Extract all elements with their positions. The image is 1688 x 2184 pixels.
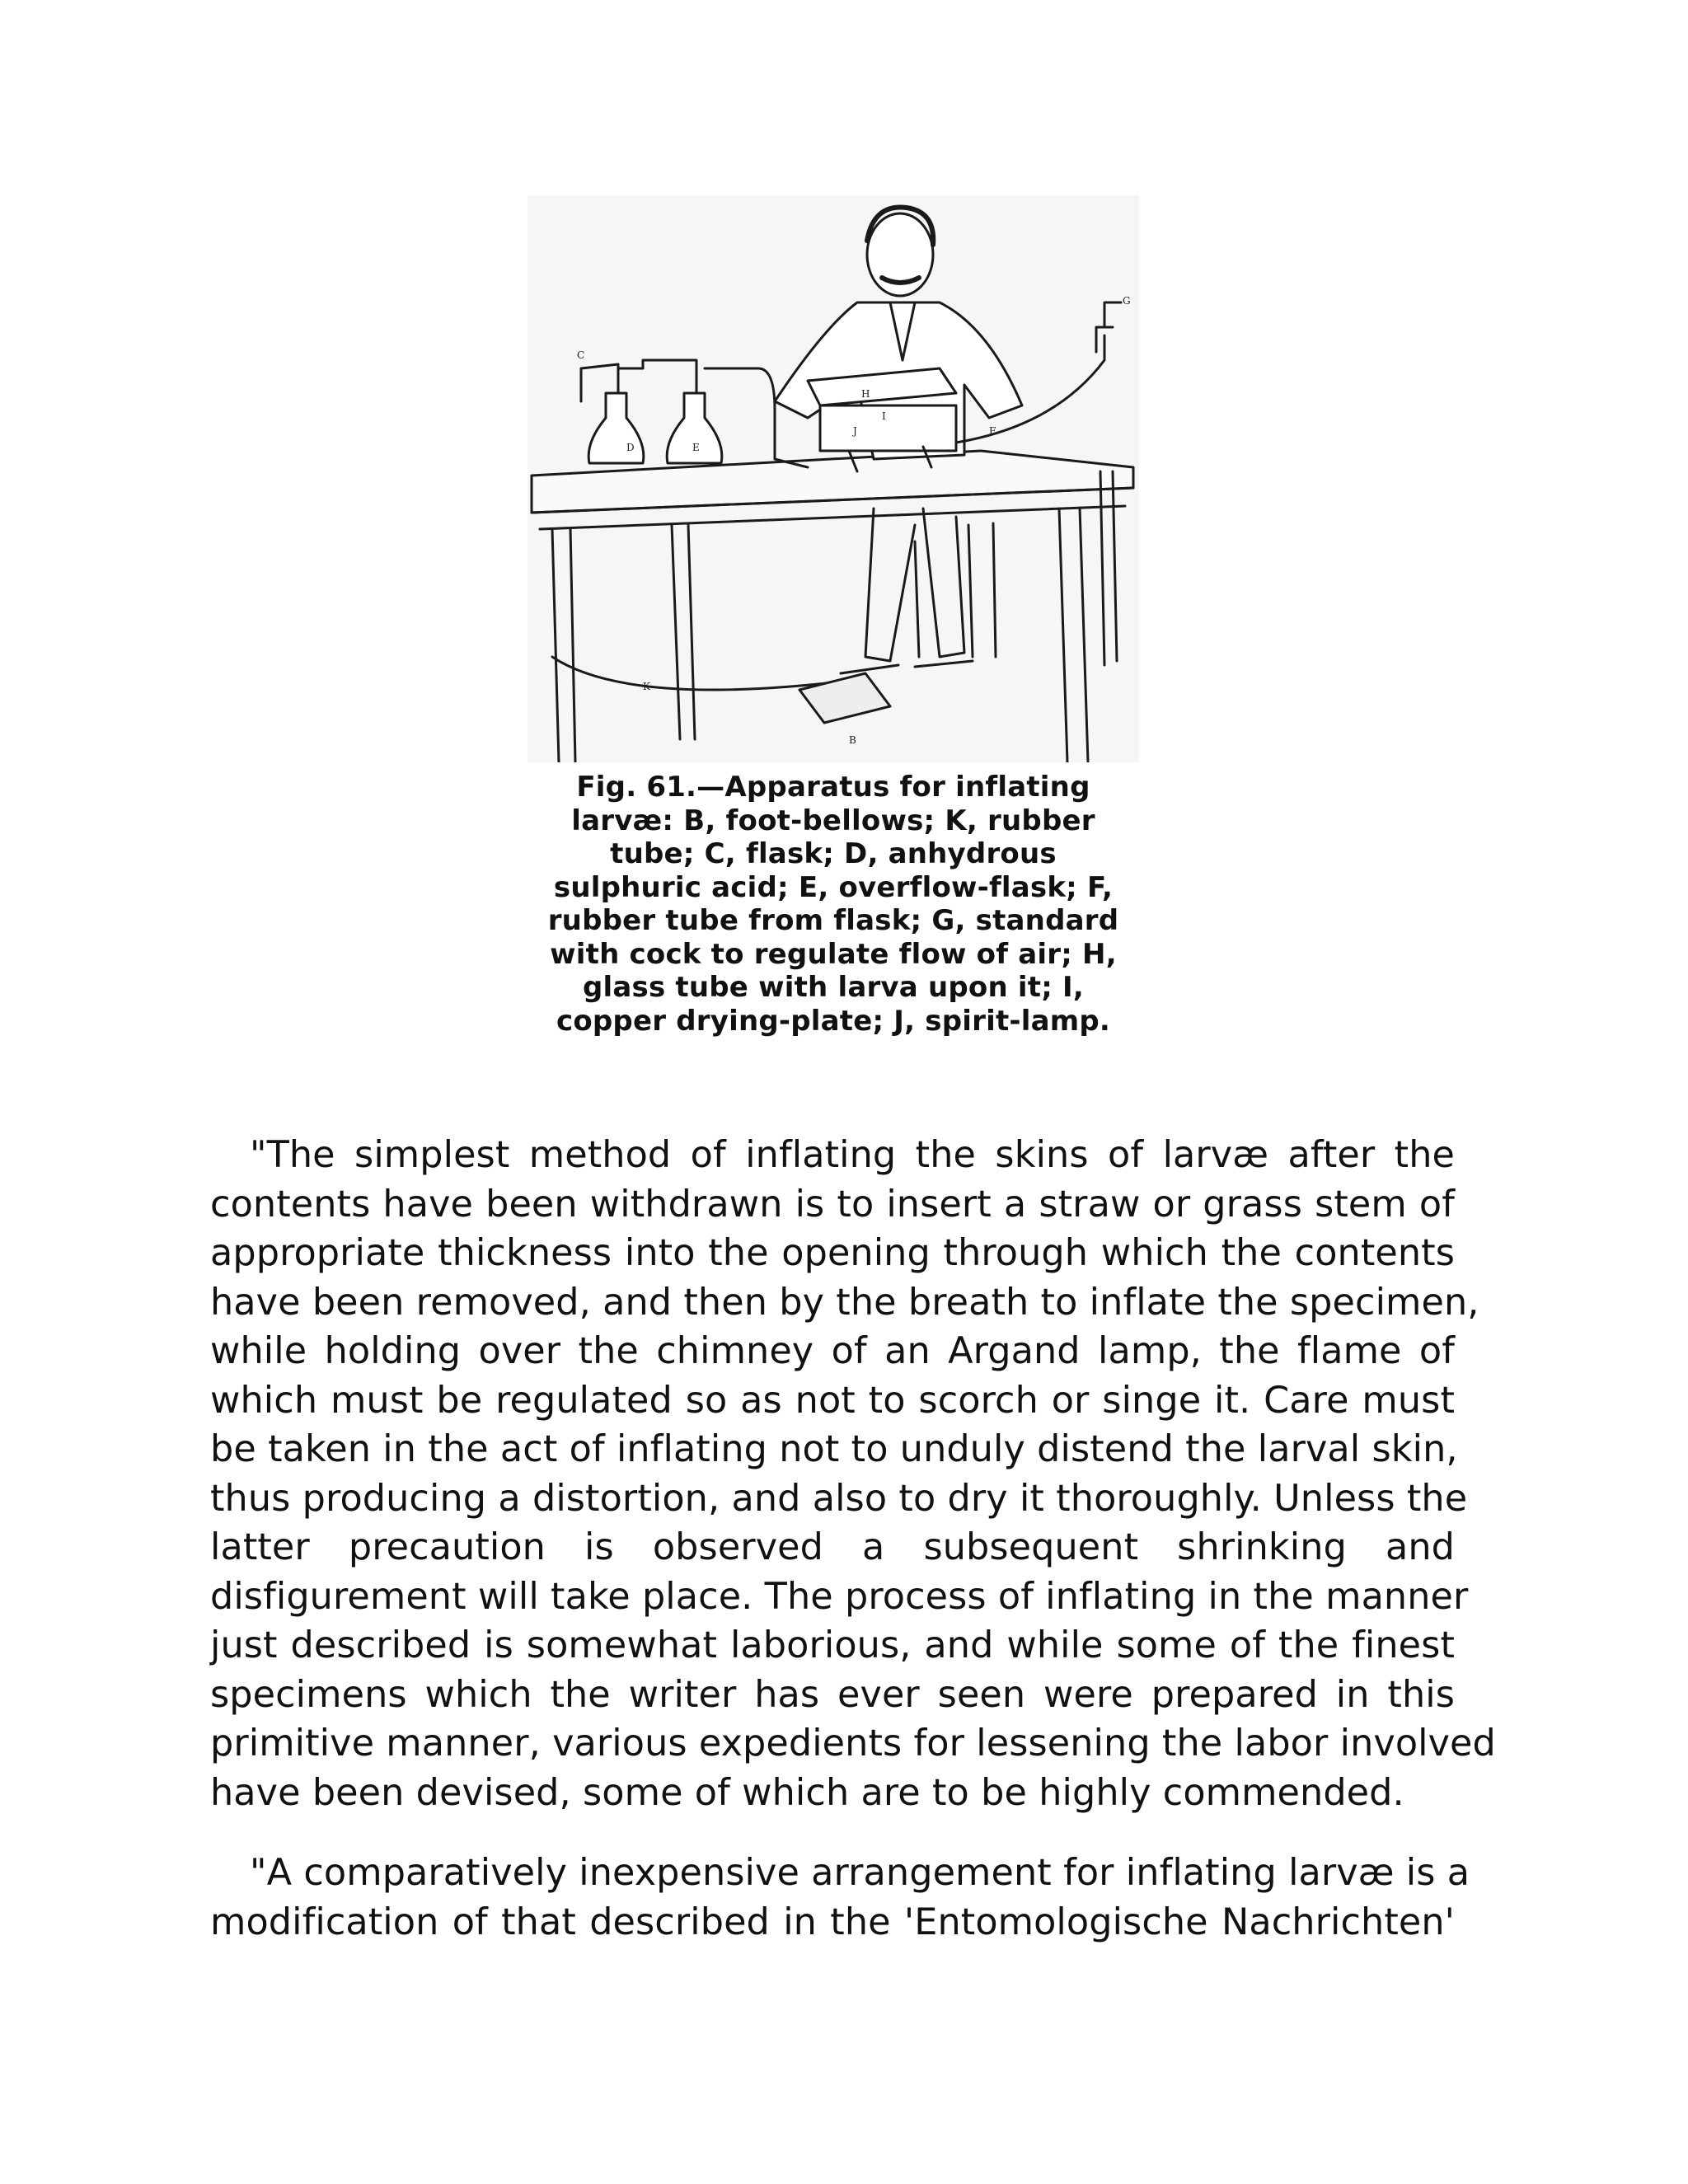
- caption-line: glass tube with larva upon it; I,: [582, 971, 1085, 1004]
- text-line: primitive manner, various expedients for lessening the labor involved: [210, 1722, 1496, 1765]
- caption-line: sulphuric acid; E, overflow-flask; F,: [553, 870, 1114, 904]
- text-line: thus producing a distortion, and also to dry it thoroughly. Unless the: [210, 1477, 1468, 1520]
- label-k: K: [643, 681, 650, 692]
- text-line: which must be regulated so as not to scorch or singe it. Care must: [210, 1379, 1455, 1422]
- text-line: be taken in the act of inflating not to unduly distend the larval skin,: [210, 1428, 1458, 1470]
- text-line: disfigurement will take place. The process of inflating in the manner: [210, 1575, 1469, 1618]
- label-g: G: [1123, 295, 1131, 307]
- tube-k: [552, 657, 841, 690]
- body-paragraph-1: [210, 1131, 1496, 1817]
- label-e: E: [692, 442, 700, 453]
- label-f: F: [989, 425, 996, 437]
- man-feet: [841, 661, 973, 673]
- foot-bellows: [799, 673, 890, 723]
- table-leg-mid: [672, 524, 695, 739]
- label-h: H: [861, 388, 870, 400]
- text-line: latter precaution is observed a subsequent shrinking and: [210, 1526, 1455, 1568]
- label-b: B: [849, 734, 856, 746]
- figure-caption: [495, 771, 1172, 1038]
- flask-c: [588, 393, 644, 463]
- text-line: "The simplest method of inflating the skins of larvæ after the: [250, 1134, 1455, 1176]
- table-leg-left: [552, 528, 575, 762]
- text-line: have been devised, some of which are to be highly commended.: [210, 1771, 1404, 1814]
- caption-line: copper drying-plate; J, spirit-lamp.: [556, 1004, 1110, 1038]
- text-line: "A comparatively inexpensive arrangement for inflating larvæ is a: [250, 1852, 1470, 1894]
- caption-line: Fig. 61.—Apparatus for inflating: [576, 771, 1090, 804]
- text-line: modification of that described in the 'Entomologische Nachrichten': [210, 1900, 1455, 1943]
- body-paragraph-2: [210, 1849, 1470, 1947]
- caption-line: rubber tube from flask; G, standard: [547, 904, 1119, 937]
- label-i: I: [882, 410, 886, 422]
- text-line: specimens which the writer has ever seen were prepared in this: [210, 1673, 1455, 1716]
- caption-line: larvæ: B, foot-bellows; K, rubber: [571, 804, 1095, 837]
- text-line: have been removed, and then by the breath to inflate the specimen,: [210, 1281, 1479, 1324]
- caption-line: with cock to regulate flow of air; H,: [550, 937, 1117, 971]
- tube-top: [581, 360, 696, 401]
- caption-line: tube; C, flask; D, anhydrous: [610, 837, 1057, 870]
- label-c: C: [577, 349, 585, 361]
- text-line: contents have been withdrawn is to insert a straw or grass stem of: [210, 1183, 1455, 1226]
- apparatus-illustration: [528, 195, 1139, 762]
- table-leg-back: [1100, 471, 1117, 665]
- text-line: while holding over the chimney of an Argand lamp, the flame of: [210, 1330, 1455, 1372]
- label-d: D: [626, 442, 635, 453]
- text-line: appropriate thickness into the opening through which the contents: [210, 1232, 1455, 1274]
- man-legs: [865, 509, 964, 661]
- label-j: J: [853, 425, 857, 437]
- text-line: just described is somewhat laborious, and while some of the finest: [210, 1624, 1455, 1666]
- table-leg-right: [1059, 508, 1088, 762]
- standard-g: [1096, 302, 1121, 352]
